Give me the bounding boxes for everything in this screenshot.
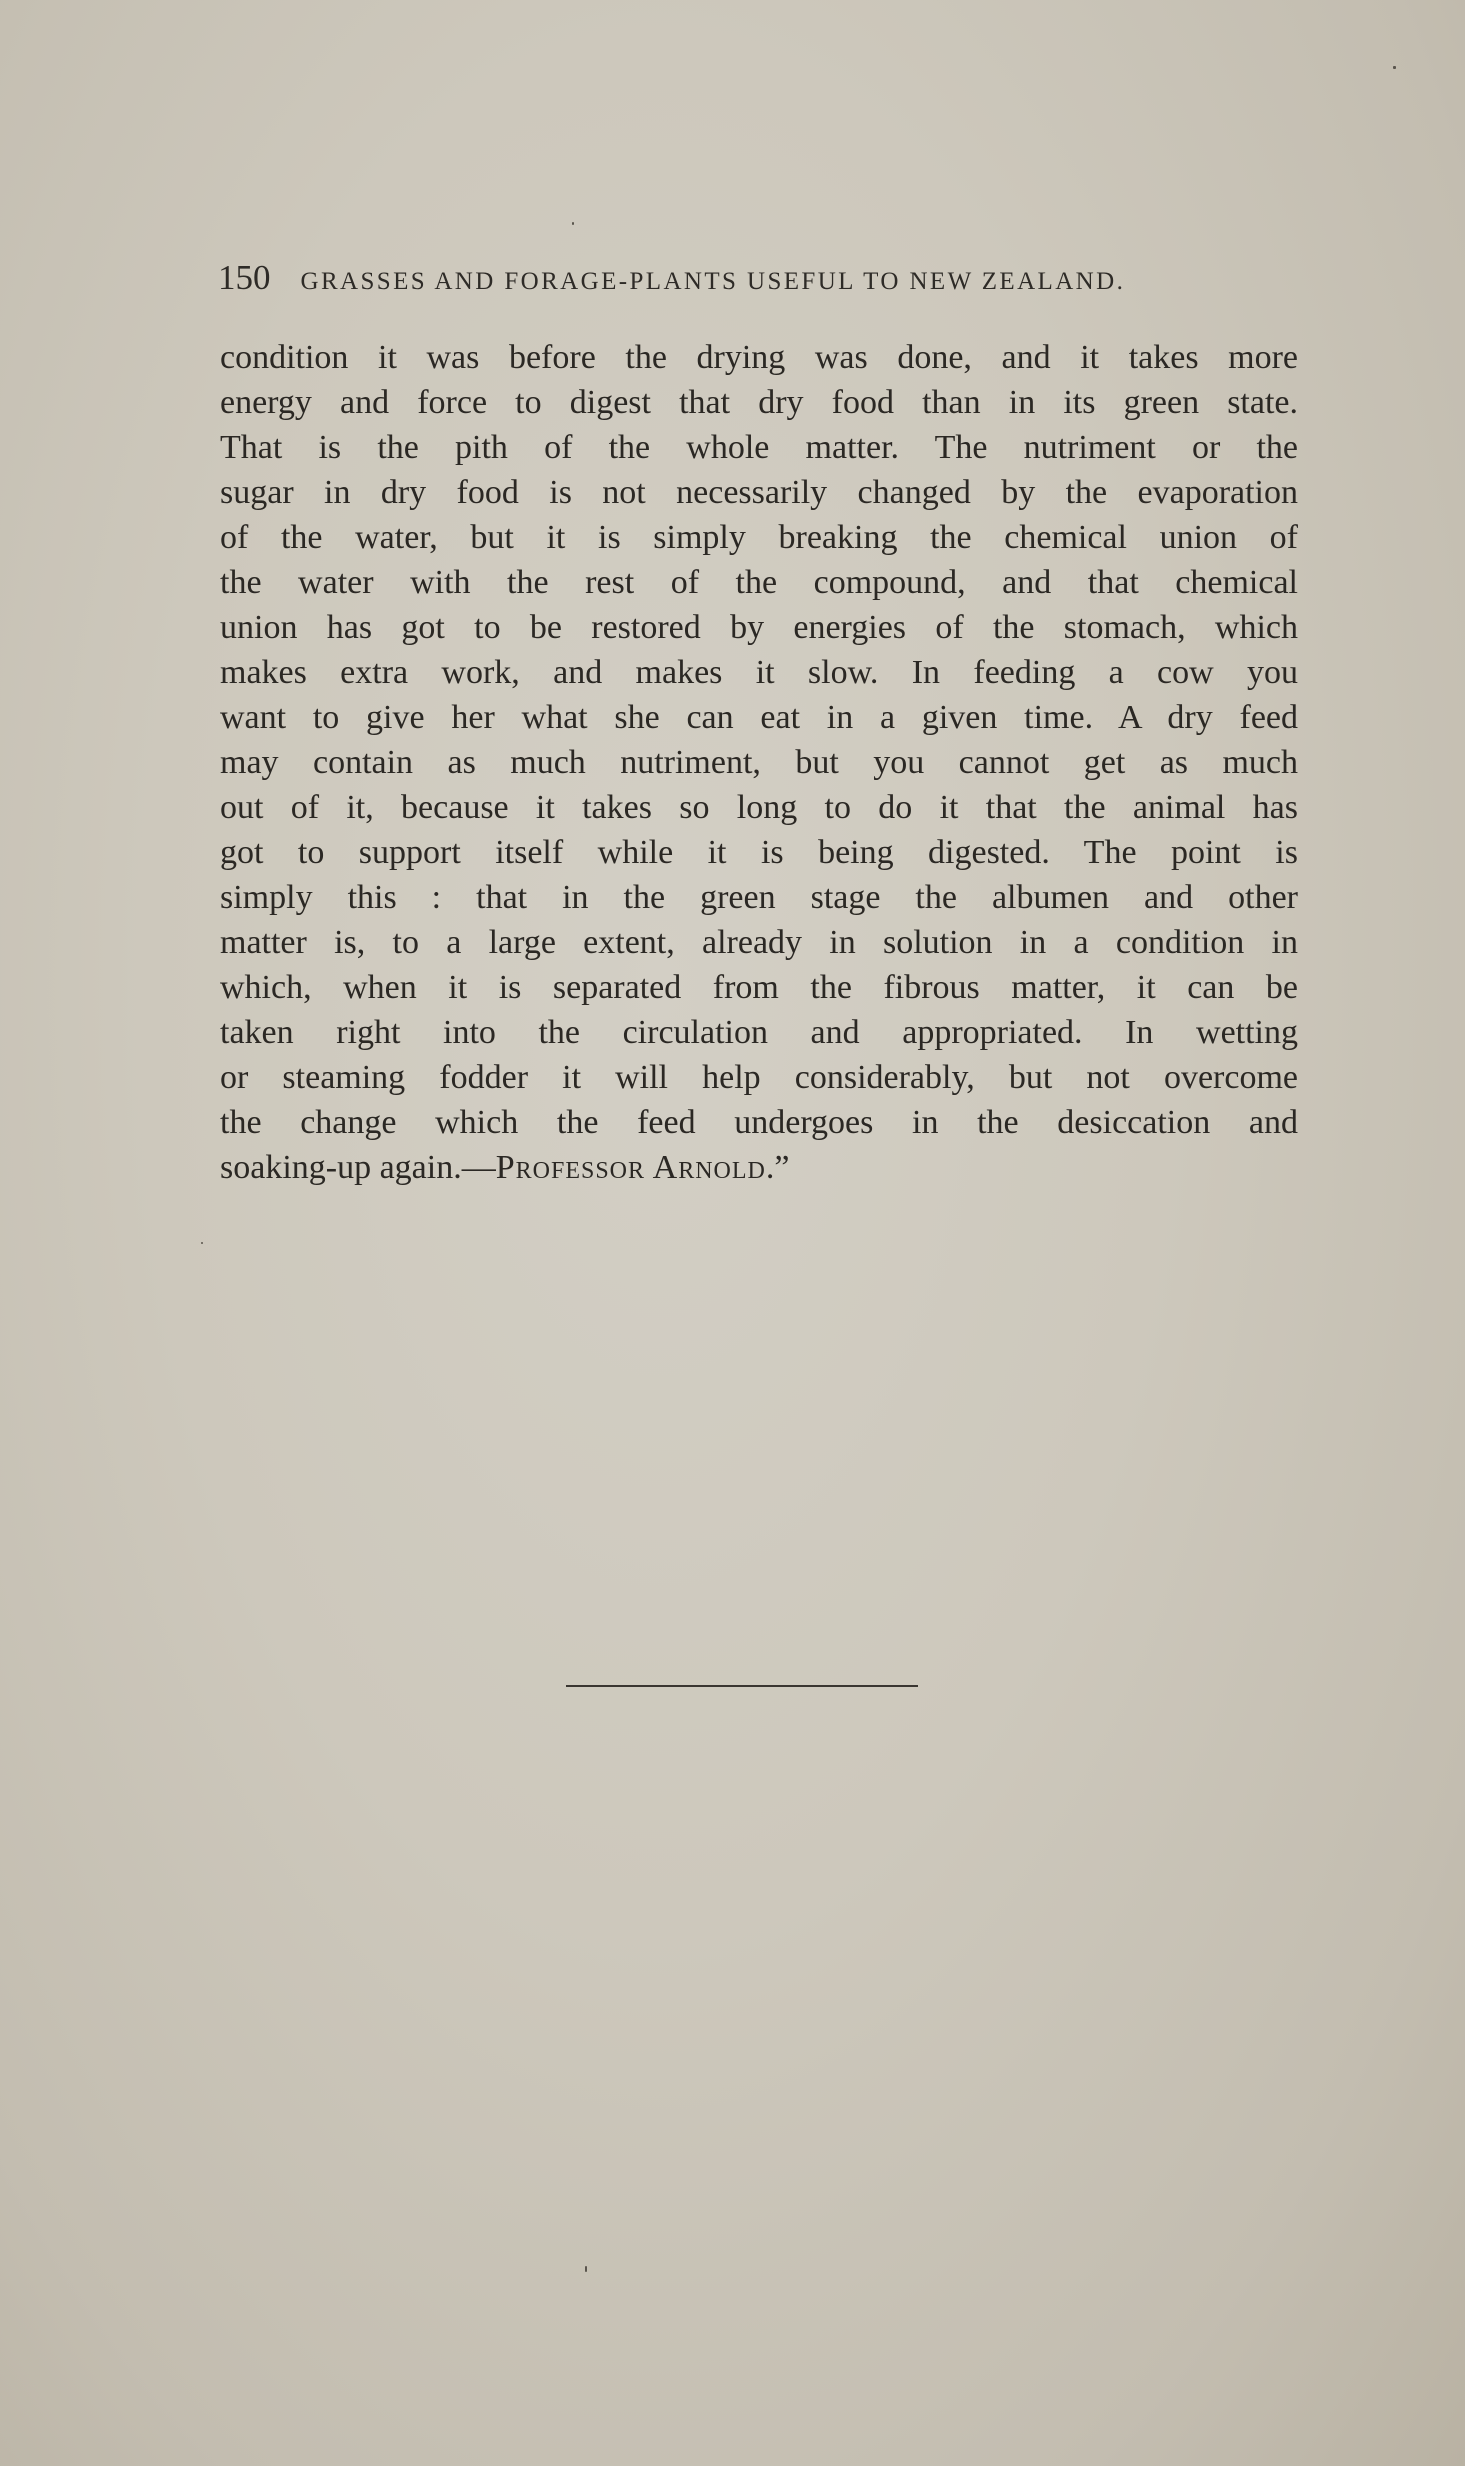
text-line: which, when it is separated from the fibrous matter, it can be [220,969,1298,1006]
text-line: may contain as much nutriment, but you cannot get as much [220,744,1298,781]
text-line: matter is, to a large extent, already in solution in a condition in [220,924,1298,961]
text-line-final [220,1145,1298,1190]
paper-speck [572,222,574,225]
paper-speck [585,2266,587,2272]
body-paragraph [220,335,1298,1190]
text-line: union has got to be restored by energies of the stomach, which [220,609,1298,646]
attribution: Professor Arnold [495,1149,766,1186]
text-line: sugar in dry food is not necessarily changed by the evaporation [220,474,1298,511]
text-line: That is the pith of the whole matter. The nutriment or the [220,429,1298,466]
text-line: the change which the feed undergoes in the desiccation and [220,1104,1298,1141]
text-line: of the water, but it is simply breaking the chemical union of [220,519,1298,556]
running-title: GRASSES AND FORAGE-PLANTS USEFUL TO NEW ZEALAND. [300,268,1126,295]
paper-speck [1393,66,1396,69]
text-line: want to give her what she can eat in a given time. A dry feed [220,699,1298,736]
text-line: taken right into the circulation and appropriated. In wetting [220,1014,1298,1051]
paper-speck [201,1242,203,1244]
text-line: the water with the rest of the compound, and that chemical [220,564,1298,601]
running-head [218,258,1218,302]
text-line: energy and force to digest that dry food than in its green state. [220,384,1298,421]
text-line: condition it was before the drying was done, and it takes more [220,339,1298,376]
page-number: 150 [218,258,271,297]
final-line-text: soaking-up again.— [220,1149,496,1186]
text-line: simply this : that in the green stage the albumen and other [220,879,1298,916]
section-rule [566,1685,918,1687]
text-line: got to support itself while it is being digested. The point is [220,834,1298,871]
text-line: makes extra work, and makes it slow. In feeding a cow you [220,654,1298,691]
text-line: out of it, because it takes so long to do it that the animal has [220,789,1298,826]
text-line: or steaming fodder it will help considerably, but not overcome [220,1059,1298,1096]
closing-quote: .” [765,1149,790,1186]
